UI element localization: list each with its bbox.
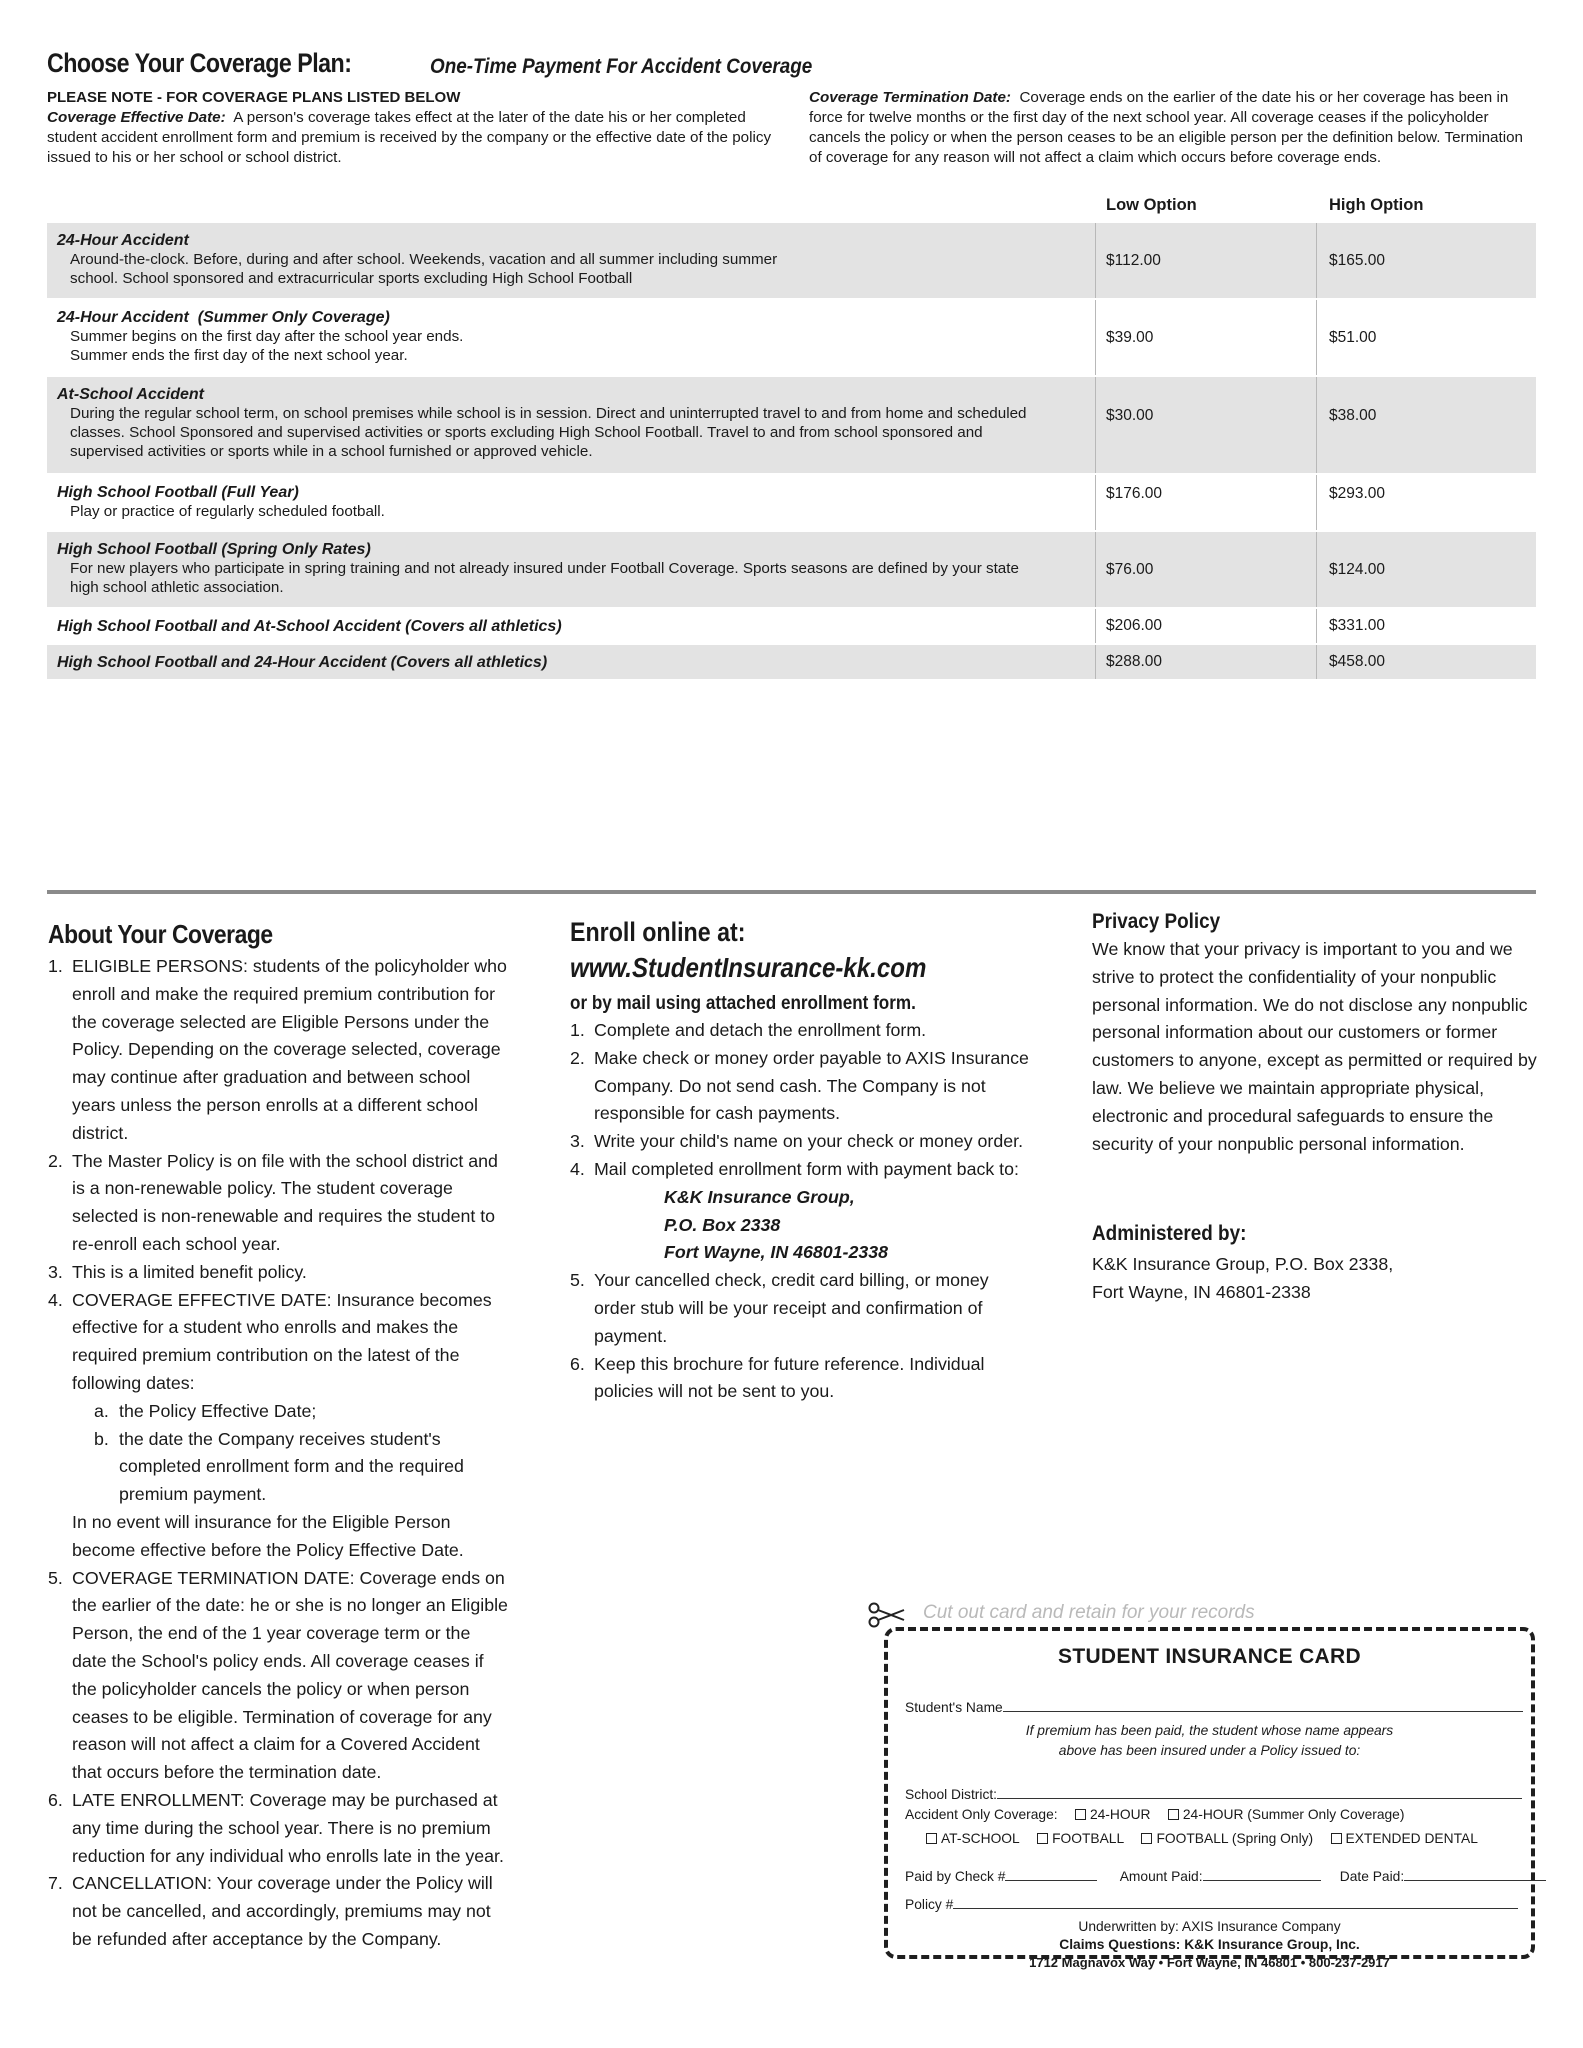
enroll-heading: Enroll online at: [570, 917, 746, 947]
item-number: 5. [570, 1270, 585, 1291]
coverage-row-1 [905, 1807, 1404, 1822]
item-text: the Policy Effective Date; [119, 1400, 317, 1421]
high-price: $165.00 [1329, 251, 1386, 269]
card-title: STUDENT INSURANCE CARD [1058, 1645, 1361, 1668]
item-number: 3. [570, 1131, 585, 1152]
table-row [47, 223, 1536, 300]
card-notice-line: If premium has been paid, the student whose name appears [1025, 1723, 1394, 1738]
list-item [570, 1267, 1030, 1350]
list-item [48, 1287, 508, 1565]
high-price: $293.00 [1329, 485, 1386, 502]
sub-list-item [72, 1426, 508, 1509]
about-list [48, 953, 508, 1954]
note-caption: PLEASE NOTE - FOR COVERAGE PLANS LISTED BELOW [47, 89, 461, 106]
section-divider [47, 890, 1536, 894]
item-text: ELIGIBLE PERSONS: students of the policyholder who enroll and make the required premium contribution for the coverage selected are Eligible Persons under the Policy. Depending on the coverage selected, coverage may continue after graduation and between school years unless the person enrolls at a different school district. [72, 956, 507, 1143]
item-text: Your cancelled check, credit card billing, or money order stub will be your receipt and confirmation of payment. [594, 1270, 989, 1346]
mailing-address [594, 1184, 1030, 1267]
address-line: K&K Insurance Group, P.O. Box 2338, [1092, 1254, 1394, 1274]
low-price: $112.00 [1096, 223, 1317, 298]
coverage-row-2 [924, 1831, 1478, 1846]
list-item [48, 1787, 508, 1870]
admin-address [1092, 1250, 1552, 1306]
plan-detail: Summer begins on the first day after the school year ends. [70, 328, 464, 345]
item-text: The Master Policy is on file with the school district and is a non-renewable policy. The student coverage selected is non-renewable and requires the student to re-enroll each school year. [72, 1150, 498, 1254]
plan-description [47, 645, 1096, 679]
termination-label: Coverage Termination Date: [809, 89, 1011, 106]
item-number: 6. [570, 1353, 585, 1374]
plan-description [47, 532, 1096, 607]
date-paid-field[interactable] [1404, 1867, 1546, 1881]
plan-description [47, 475, 1096, 530]
item-number: 7. [48, 1873, 63, 1894]
high-option-header: High Option [1329, 196, 1424, 214]
plan-title: High School Football and At-School Accident (Covers all athletics) [57, 618, 562, 635]
page-title: Choose Your Coverage Plan: [47, 48, 352, 78]
address-line: Fort Wayne, IN 46801-2338 [1092, 1282, 1311, 1302]
field-label: Student's Name [905, 1700, 1003, 1715]
list-item [570, 1351, 1030, 1407]
policy-number-field[interactable] [953, 1895, 1518, 1909]
item-number: b. [94, 1428, 109, 1449]
checkbox-label: FOOTBALL [1052, 1831, 1125, 1846]
item-text: Make check or money order payable to AXIS Insurance Company. Do not send cash. The Company is not responsible for cash payments. [594, 1047, 1029, 1124]
item-number: 5. [48, 1567, 63, 1588]
admin-heading: Administered by: [1092, 1222, 1247, 1245]
payment-row [905, 1867, 1546, 1884]
amount-paid-field[interactable] [1203, 1867, 1321, 1881]
address-line: P.O. Box 2338 [664, 1214, 781, 1235]
table-row [47, 475, 1536, 532]
list-item [570, 1045, 1030, 1128]
field-label: Policy # [905, 1897, 954, 1912]
item-text: In no event will insurance for the Eligible Person become effective before the Policy Effective Date. [72, 1511, 464, 1560]
plan-detail: classes. School Sponsored and supervised activities or sports excluding High School Football. Travel to and from school sponsored and [70, 424, 983, 441]
item-text: CANCELLATION: Your coverage under the Policy will not be cancelled, and accordingly, premiums may not be refunded after acceptance by the Company. [72, 1873, 493, 1949]
plan-title: 24-Hour Accident [57, 232, 189, 249]
checkbox-extended-dental[interactable] [1331, 1833, 1342, 1844]
item-text: COVERAGE TERMINATION DATE: Coverage ends on the earlier of the date: he or she is no longer an Eligible Person, the end of the 1 year coverage term or the date the School's policy ends. All coverage ceases if the policyholder cancels the policy or when person ceases to be eligible. Termination of coverage for any reason will not affect a claim for a Covered Accident that occurs before the termination date. [72, 1567, 508, 1783]
plan-description [47, 377, 1096, 473]
checkbox-label: 24-HOUR [1089, 1807, 1151, 1822]
checkbox-label: 24-HOUR (Summer Only Coverage) [1182, 1807, 1405, 1822]
plan-detail: supervised activities or sports while in a school furnished or approved vehicle. [70, 443, 593, 460]
checkbox-at-school[interactable] [926, 1833, 937, 1844]
mail-heading: or by mail using attached enrollment form. [570, 993, 916, 1014]
table-row [47, 609, 1536, 645]
plan-detail: During the regular school term, on school premises while school is in session. Direct and uninterrupted travel to and from home and scheduled [70, 405, 1027, 422]
item-number: 3. [48, 1261, 63, 1282]
list-item [48, 1565, 508, 1787]
high-price: $51.00 [1329, 328, 1377, 346]
enroll-section [570, 917, 1030, 1406]
checkbox-label: EXTENDED DENTAL [1345, 1831, 1478, 1846]
field-label: Paid by Check # [905, 1869, 1006, 1884]
table-row [47, 300, 1536, 377]
effective-date-note [47, 88, 787, 168]
field-label: Accident Only Coverage: [905, 1807, 1058, 1822]
list-item [48, 1148, 508, 1259]
plan-detail: For new players who participate in spring training and not already insured under Football Coverage. Sports seasons are defined by your state [70, 560, 1019, 577]
item-number: 2. [570, 1047, 585, 1068]
item-number: 1. [570, 1020, 585, 1040]
student-insurance-card [884, 1627, 1535, 1970]
table-row [47, 645, 1536, 681]
address-line: Fort Wayne, IN 46801-2338 [664, 1242, 889, 1263]
checkbox-label: FOOTBALL (Spring Only) [1156, 1831, 1314, 1846]
checkbox-24-hour-summer[interactable] [1168, 1809, 1179, 1820]
list-item [570, 1128, 1030, 1156]
item-text: Keep this brochure for future reference. Individual policies will not be sent to you. [594, 1353, 985, 1402]
policy-row [905, 1895, 1518, 1912]
sub-list-item [72, 1398, 508, 1426]
checkbox-football[interactable] [1037, 1833, 1048, 1844]
list-item [570, 1156, 1030, 1267]
table-row [47, 377, 1536, 475]
plan-title: High School Football (Spring Only Rates) [57, 541, 371, 558]
item-number: 4. [570, 1158, 585, 1179]
high-price: $124.00 [1329, 560, 1386, 578]
enroll-url-link[interactable]: www.StudentInsurance-kk.com [570, 952, 927, 983]
item-number: a. [94, 1400, 109, 1421]
effective-text: A person's coverage takes effect at the later of the date his or her completed student accident enrollment form and premium is received by the company or the effective date of the policy issued to his or her school or school district. [47, 109, 772, 166]
high-price: $38.00 [1329, 407, 1377, 424]
cut-label: Cut out card and retain for your records [923, 1602, 1255, 1623]
item-number: 2. [48, 1150, 63, 1171]
item-number: 4. [48, 1289, 63, 1310]
claims-questions: Claims Questions: K&K Insurance Group, Inc. [1059, 1937, 1360, 1952]
item-text: COVERAGE EFFECTIVE DATE: Insurance becomes effective for a student who enrolls and makes the required premium contribution on the latest of the following dates: [72, 1289, 492, 1393]
check-number-field[interactable] [1005, 1867, 1097, 1881]
student-name-row [905, 1698, 1523, 1715]
low-price: $206.00 [1096, 609, 1317, 643]
administered-section [1092, 1222, 1552, 1306]
card-notice-line: above has been insured under a Policy issued to: [1058, 1743, 1361, 1758]
privacy-section [1092, 910, 1552, 1158]
student-name-field[interactable] [1003, 1698, 1523, 1712]
low-price: $176.00 [1096, 475, 1317, 530]
low-price: $288.00 [1096, 645, 1317, 679]
claims-address: 1712 Magnavox Way • Fort Wayne, IN 46801 • 800-237-2917 [1029, 1955, 1390, 1970]
school-district-field[interactable] [997, 1785, 1522, 1799]
scissors-icon [868, 1600, 906, 1630]
table-row [47, 532, 1536, 609]
field-label: Amount Paid: [1119, 1869, 1203, 1884]
address-line: K&K Insurance Group, [664, 1186, 855, 1207]
coverage-table [47, 223, 1536, 681]
list-item [48, 953, 508, 1148]
about-coverage-section [48, 919, 508, 1954]
low-price: $30.00 [1096, 377, 1317, 473]
plan-description [47, 223, 1096, 298]
high-price: $458.00 [1329, 653, 1386, 670]
school-district-row [905, 1785, 1522, 1802]
field-label: Date Paid: [1339, 1869, 1405, 1884]
effective-label: Coverage Effective Date: [47, 109, 226, 126]
low-option-header: Low Option [1106, 196, 1197, 214]
field-label: School District: [905, 1787, 998, 1802]
list-item [48, 1259, 508, 1287]
item-text: LATE ENROLLMENT: Coverage may be purchased at any time during the school year. There is no premium reduction for any individual who enrolls late in the year. [72, 1789, 504, 1866]
plan-title: At-School Accident [57, 386, 204, 403]
termination-date-note [809, 88, 1539, 168]
plan-description [47, 300, 1096, 375]
enroll-steps [570, 1017, 1030, 1406]
low-price: $76.00 [1096, 532, 1317, 607]
low-price: $39.00 [1096, 300, 1317, 375]
plan-detail: school. School sponsored and extracurricular sports excluding High School Football [70, 270, 633, 287]
privacy-text: We know that your privacy is important to you and we strive to protect the confidentiality of your nonpublic personal information. We do not disclose any nonpublic personal information about our customers or former customers to anyone, except as permitted or required by law. We believe we maintain appropriate physical, electronic and procedural safeguards to ensure the security of your nonpublic personal information. [1092, 939, 1537, 1154]
page-subtitle: One-Time Payment For Accident Coverage [430, 55, 813, 78]
checkbox-24-hour[interactable] [1075, 1809, 1086, 1820]
plan-detail: high school athletic association. [70, 579, 284, 596]
item-number: 1. [48, 956, 63, 976]
checkbox-label: AT-SCHOOL [941, 1831, 1020, 1846]
high-price: $331.00 [1329, 617, 1386, 634]
item-number: 6. [48, 1789, 63, 1810]
plan-detail: Summer ends the first day of the next school year. [70, 347, 408, 364]
checkbox-football-spring[interactable] [1141, 1833, 1152, 1844]
termination-text: Coverage ends on the earlier of the date his or her coverage has been in force for twelve months or the first day of the next school year. All coverage ceases if the policyholder cancels the policy or when the person ceases to be an eligible person per the definition below. Termination of coverage for any reason will not affect a claim which occurs before coverage ends. [809, 89, 1523, 166]
underwritten-by: Underwritten by: AXIS Insurance Company [1078, 1919, 1341, 1934]
item-text: Write your child's name on your check or money order. [594, 1131, 1024, 1152]
about-heading: About Your Coverage [48, 919, 273, 949]
item-text: Mail completed enrollment form with payment back to: [594, 1158, 1019, 1179]
plan-description [47, 609, 1096, 643]
plan-detail: Play or practice of regularly scheduled football. [70, 503, 385, 520]
page-header [47, 48, 1537, 82]
plan-title: High School Football (Full Year) [57, 484, 299, 501]
plan-title: High School Football and 24-Hour Accident (Covers all athletics) [57, 654, 548, 671]
item-text: the date the Company receives student's completed enrollment form and the required premium payment. [119, 1428, 464, 1505]
privacy-heading: Privacy Policy [1092, 910, 1221, 933]
list-item [48, 1870, 508, 1953]
list-item [570, 1017, 1030, 1045]
item-text: This is a limited benefit policy. [72, 1261, 307, 1282]
plan-detail: Around-the-clock. Before, during and after school. Weekends, vacation and all summer including summer [70, 251, 778, 268]
item-text: Complete and detach the enrollment form. [594, 1020, 927, 1040]
cut-line [868, 1600, 1288, 1630]
plan-title: 24-Hour Accident (Summer Only Coverage) [57, 309, 390, 326]
